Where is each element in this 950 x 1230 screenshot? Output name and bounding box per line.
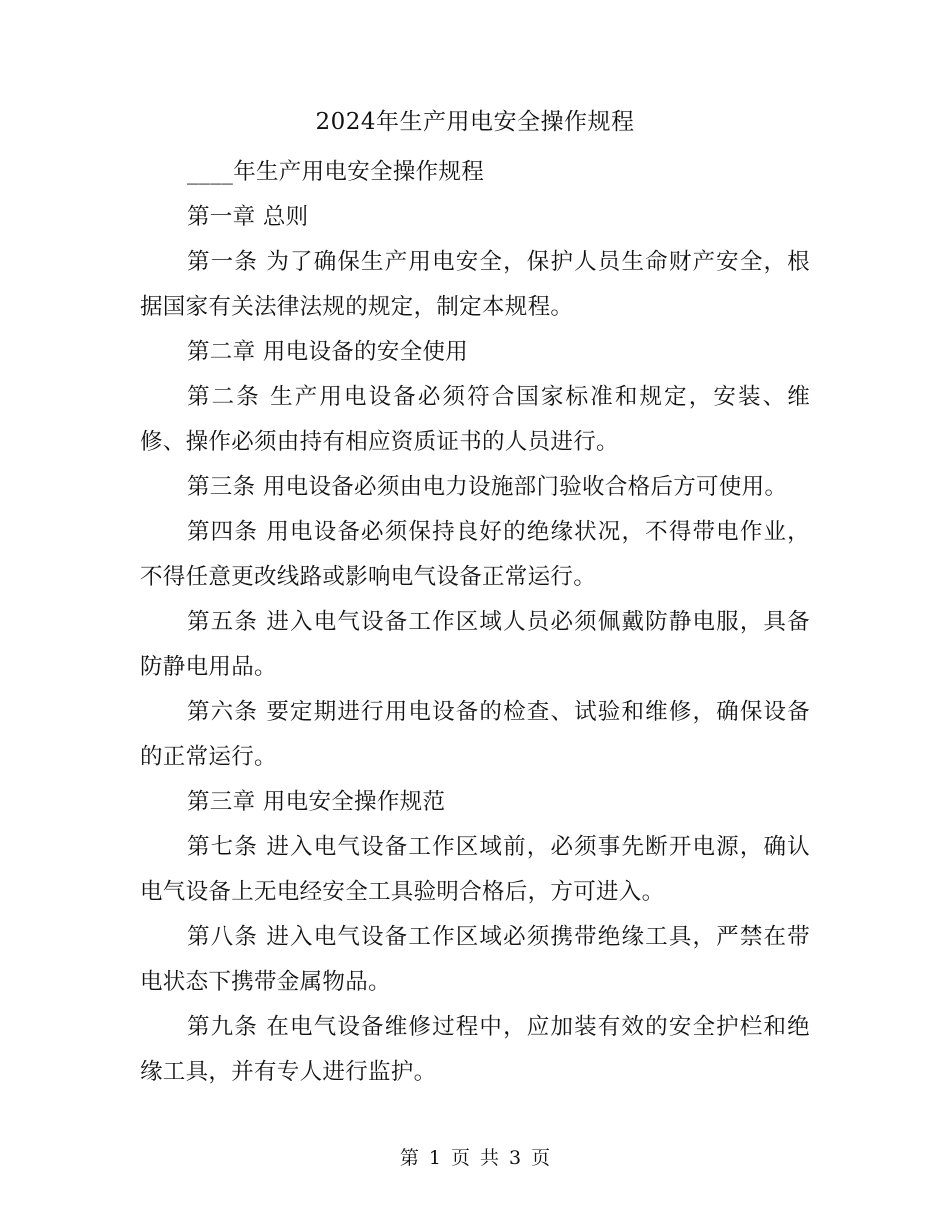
subtitle-line: ____年生产用电安全操作规程	[187, 159, 485, 185]
article-1: 第一条 为了确保生产用电安全，保护人员生命财产安全，根据国家有关法律法规的规定，制定本规程。	[140, 249, 810, 320]
chapter-1-heading: 第一章 总则	[187, 204, 309, 230]
chapter-3-heading: 第三章 用电安全操作规范	[187, 789, 446, 815]
article-4: 第四条 用电设备必须保持良好的绝缘状况，不得带电作业，不得任意更改线路或影响电气设备正常运行。	[140, 519, 810, 590]
article-8: 第八条 进入电气设备工作区域必须携带绝缘工具，严禁在带电状态下携带金属物品。	[140, 924, 810, 995]
article-7: 第七条 进入电气设备工作区域前，必须事先断开电源，确认电气设备上无电经安全工具验明合格后，方可进入。	[140, 834, 810, 905]
article-2: 第二条 生产用电设备必须符合国家标准和规定，安装、维修、操作必须由持有相应资质证书的人员进行。	[140, 384, 810, 455]
chapter-2-heading: 第二章 用电设备的安全使用	[187, 339, 469, 365]
document-title: 2024年生产用电安全操作规程	[315, 109, 635, 135]
article-9: 第九条 在电气设备维修过程中，应加装有效的安全护栏和绝缘工具，并有专人进行监护。	[140, 1014, 810, 1085]
article-3: 第三条 用电设备必须由电力设施部门验收合格后方可使用。	[187, 474, 788, 500]
page-number-footer: 第 1 页 共 3 页	[399, 1147, 551, 1169]
document-body	[140, 150, 810, 1095]
article-5: 第五条 进入电气设备工作区域人员必须佩戴防静电服，具备防静电用品。	[140, 609, 810, 680]
article-6: 第六条 要定期进行用电设备的检查、试验和维修，确保设备的正常运行。	[140, 699, 810, 770]
